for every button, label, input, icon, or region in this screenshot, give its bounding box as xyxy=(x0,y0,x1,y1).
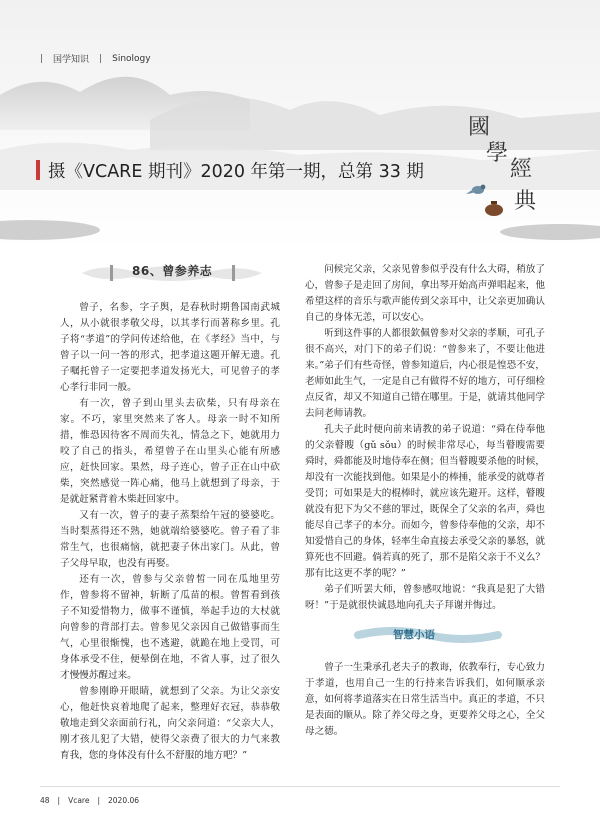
page-footer xyxy=(40,796,139,805)
header-section-cn: 国学知识 xyxy=(53,55,90,65)
header-divider: | xyxy=(99,53,103,64)
footer-divider: | xyxy=(97,796,100,805)
paragraph: 听到这件事的人都很欽佩曾参对父亲的孝顺，可孔子很不高兴，对门下的弟子们说：“曾参来了，不要让他进来。”弟子们有些奇怪，曾参知道后，内心很是惶恐不安，老师如此生气，一定是自己有做得不好的地方，可仔细检点反省，却又不知道自己错在哪里。于是，就请其他同学去问老师请教。 xyxy=(305,328,545,419)
wisdom-heading xyxy=(353,625,503,645)
header-section-en: Sinology xyxy=(112,53,151,64)
logo-char: 典 xyxy=(514,189,537,214)
paragraph: 曾子一生秉承孔老夫子的教诲，依教奉行，专心致力于孝道，也用自己一生的行持来告诉我们，如何顺承亲意，如何将孝道落实在日常生活当中。真正的孝道，不只是表面的顺从。除了养父母之身，更要养父母之心，全父母之德。 xyxy=(305,662,545,737)
article-right-column xyxy=(305,262,545,614)
banner-accent-mark xyxy=(36,160,40,180)
magazine-name: Vcare xyxy=(68,796,90,805)
article-title-block xyxy=(72,255,272,289)
page-number: 48 xyxy=(40,796,50,805)
paragraph: 弟子们听罢大师，曾参感叹地说：“我真是犯了大错呀！”于是就很快诚恳地向孔夫子拜谢并悔过。 xyxy=(305,584,545,611)
logo-char: 經 xyxy=(510,157,533,182)
footer-divider: | xyxy=(57,796,61,805)
paragraph: 又有一次，曾子的妻子蒸梨给午冠的婆婆吃。当时梨蒸得还不熟，她就端给婆婆吃。曾子看了非常生气，也很痛恼，就把妻子休出家门。从此，曾子父母早取，也没有再娶。 xyxy=(60,510,280,569)
wisdom-column xyxy=(305,660,545,740)
banner-text: 摄《VCARE 期刊》2020 年第一期，总第 33 期 xyxy=(48,161,424,182)
issue-date: 2020.06 xyxy=(108,796,140,805)
paragraph: 有一次，曾子到山里头去砍柴，只有母亲在家。不巧，家里突然来了客人。母亲一时不知所措，惟恐因待客不周而失礼，情急之下，她就用力咬了自己的指头，希望曾子在山里头心能有所感应，赶快回家。果然，母子连心，曾子正在山中砍柴，突然感觉一阵心痛，他马上就想到了母亲，于是就赶紧背着木柴赶回家中。 xyxy=(60,398,280,505)
running-header xyxy=(40,52,151,65)
bird-icon xyxy=(466,185,485,194)
guoxue-jingdian-calligraphy-logo xyxy=(464,110,544,220)
teapot-icon xyxy=(485,201,503,216)
paragraph: 还有一次，曾参与父亲曾皙一同在瓜地里劳作，曾参将不留神，斩断了瓜苗的根。曾皙看到孩子不知爱惜物力，做事不谨慎，举起手边的大杖就向曾参的背部打去。曾参见父亲因自己做错事而生气，心里很惭愧，也不逃避，就跪在地上受罚，可身体承受不住，便晕倒在地，不省人事，过了很久才慢慢苏醒过来。 xyxy=(60,574,280,681)
paragraph: 问候完父亲，父亲见曾参似乎没有什么大碍，稍放了心，曾参子是走回了房间，拿出琴开始高声弹唱起来，他希望这样的音乐与歌声能传到父亲耳中，让父亲更加确认自己的身体无恙，可以安心。 xyxy=(305,264,545,323)
header-divider: | xyxy=(40,53,44,64)
article-left-column xyxy=(60,300,280,764)
logo-char: 國 xyxy=(468,115,491,140)
paragraph: 曾子，名参，字子舆，是春秋时期鲁国南武城人，从小就很孝敬父母，以其孝行而著称乡里。孔子将“孝道”的学问传述给他，在《孝经》当中，与曾子以一问一答的形式，把孝道这题开解无遗。孔子嘱托曾子一定要把孝道发扬光大，可见曾子的孝心孝行非同一般。 xyxy=(60,302,280,393)
logo-char: 學 xyxy=(486,141,509,166)
footer-rule xyxy=(40,786,560,787)
article-title: 86、曾参养志 xyxy=(132,264,213,278)
issue-banner xyxy=(36,156,424,184)
paragraph: 孔夫子此时便向前来请教的弟子说道：“舜在侍奉他的父亲瞽瞍（gǔ sǒu）的时候非常尽心，每当瞽瞍需要舜时，舜都能及时地侍奉在侧；但当瞽瞍要杀他的时候，却没有一次能找到他。如果是小的棒捶，能承受的就尊者受罚；可如果是大的棍棒时，就应该先避开。这样，瞽瞍就没有犯下为父不慈的罪过，既保全了父亲的名声，舜也能尽自己孝子的本分。而如今，曾参侍奉他的父亲，却不知爱惜自己的身体，轻率生命直接去承受父亲的暴怒，就算死也不回避。倘若真的死了，那不是陷父亲于不义么？那有比这更不孝的呢？” xyxy=(305,424,545,579)
paragraph: 曾参刚睁开眼睛，就想到了父亲。为让父亲安心，他赶快哀着地爬了起来，整理好衣冠，恭恭敬敬地走到父亲面前行礼，向父亲问道：“父亲大人，刚才孩儿犯了大错，使得父亲费了很大的力气来教育我，您的身体没有什么不舒服的地方吧？” xyxy=(60,686,280,761)
wisdom-label: 智慧小语 xyxy=(393,629,435,641)
